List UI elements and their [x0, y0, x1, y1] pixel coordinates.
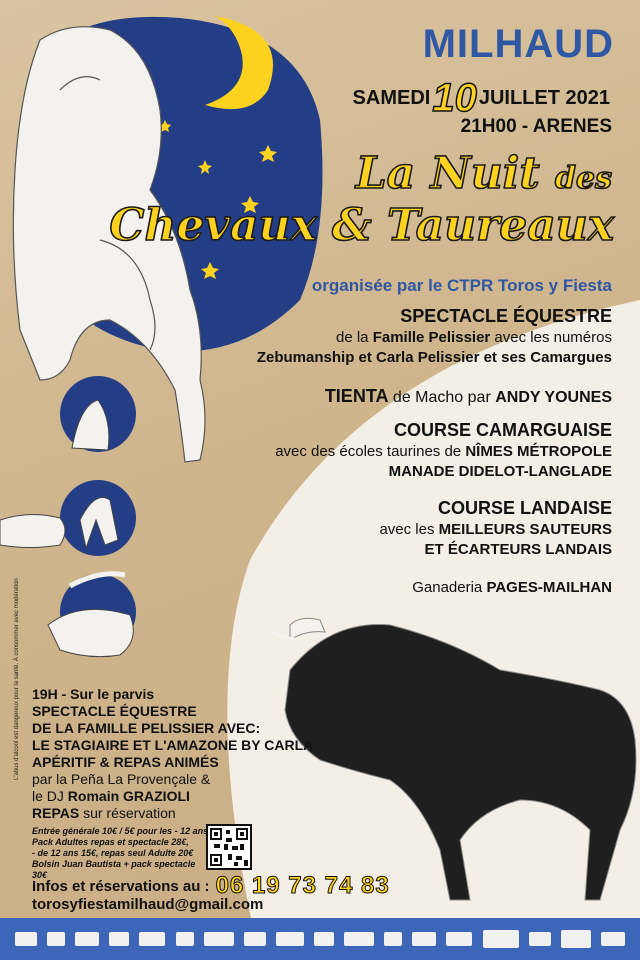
program-heading: COURSE LANDAISE	[437, 498, 612, 518]
sponsor-logo	[561, 930, 591, 948]
sponsor-logo	[15, 932, 37, 946]
program-heading: TIENTA	[324, 386, 389, 406]
event-date	[353, 74, 610, 122]
program-line: de la Famille Pelissier avec les numéros	[335, 329, 612, 346]
program-heading: SPECTACLE ÉQUESTRE	[400, 306, 612, 326]
sponsor-logo	[204, 932, 234, 946]
event-time-place: 21H00 - ARENES	[460, 116, 612, 137]
sponsor-logo	[75, 932, 99, 946]
date-month: JUILLET 2021	[478, 86, 610, 109]
program-line: Zebumanship et Carla Pelissier et ses Camargues	[256, 349, 612, 366]
city-name: MILHAUD	[422, 22, 614, 66]
sponsor-logo	[47, 932, 65, 946]
date-day: SAMEDI	[352, 86, 431, 109]
phone-number[interactable]: 06 19 73 74 83	[215, 872, 390, 899]
sponsor-logo	[446, 932, 472, 946]
price-list: Entrée générale 10€ / 5€ pour les - 12 ans Pack Adultes repas et spectacle 28€, - de 12 ans 15€, repas seul Adulte 20€ Bolsin Juan Bautista + pack spectacle 30€	[32, 826, 209, 880]
sponsor-logo	[109, 932, 129, 946]
sponsor-logo	[384, 932, 402, 946]
sponsor-logo	[483, 930, 519, 948]
sponsor-logo	[529, 932, 551, 946]
program-heading: COURSE CAMARGUAISE	[393, 420, 612, 440]
sponsor-logo	[344, 932, 374, 946]
program-line: avec des écoles taurines de NÎMES MÉTROPOLE	[275, 443, 612, 460]
sponsor-logo	[314, 932, 334, 946]
program-camarguaise	[275, 418, 612, 482]
title-line-1	[356, 148, 612, 199]
health-warning: L'abus d'alcool est dangereux pour la santé. À consommer avec modération	[14, 578, 20, 780]
title-line-2: Chevaux & Taureaux	[109, 200, 614, 251]
program-equestre	[257, 304, 612, 368]
organizer: organisée par le CTPR Toros y Fiesta	[311, 276, 612, 295]
contact-email[interactable]: torosyfiestamilhaud@gmail.com	[32, 896, 264, 913]
program-line: avec les MEILLEURS SAUTEURS	[379, 521, 612, 538]
sponsor-logo	[276, 932, 304, 946]
sponsor-band	[0, 918, 640, 960]
program-line: ET ÉCARTEURS LANDAIS	[424, 541, 612, 558]
program-line: MANADE DIDELOT-LANGLADE	[388, 463, 612, 480]
title-line-1-des: des	[555, 161, 612, 196]
title-line-1-main: La Nuit	[355, 148, 540, 199]
date-number: 10	[432, 76, 477, 120]
sponsor-logo	[244, 932, 266, 946]
sponsor-logo	[412, 932, 436, 946]
qr-code-icon[interactable]	[206, 824, 252, 870]
program-tienta: TIENTA de Macho par ANDY YOUNES	[324, 386, 612, 406]
program-landaise	[379, 496, 612, 560]
pre-show-info: 19H - Sur le parvis SPECTACLE ÉQUESTRE DE LA FAMILLE PELISSIER AVEC: LE STAGIAIRE ET L'AMAZONE BY CARLA APÉRITIF & REPAS ANIMÉS par la Peña La Provençale & le DJ Romain GRAZIOLI REPAS sur réservation	[32, 686, 314, 821]
sponsor-logo	[176, 932, 194, 946]
program-ganaderia: Ganaderia PAGES-MAILHAN	[412, 579, 612, 596]
sponsor-logo	[601, 932, 625, 946]
sponsor-logo	[139, 932, 165, 946]
reservation-label: Infos et réservations au :	[32, 877, 210, 895]
